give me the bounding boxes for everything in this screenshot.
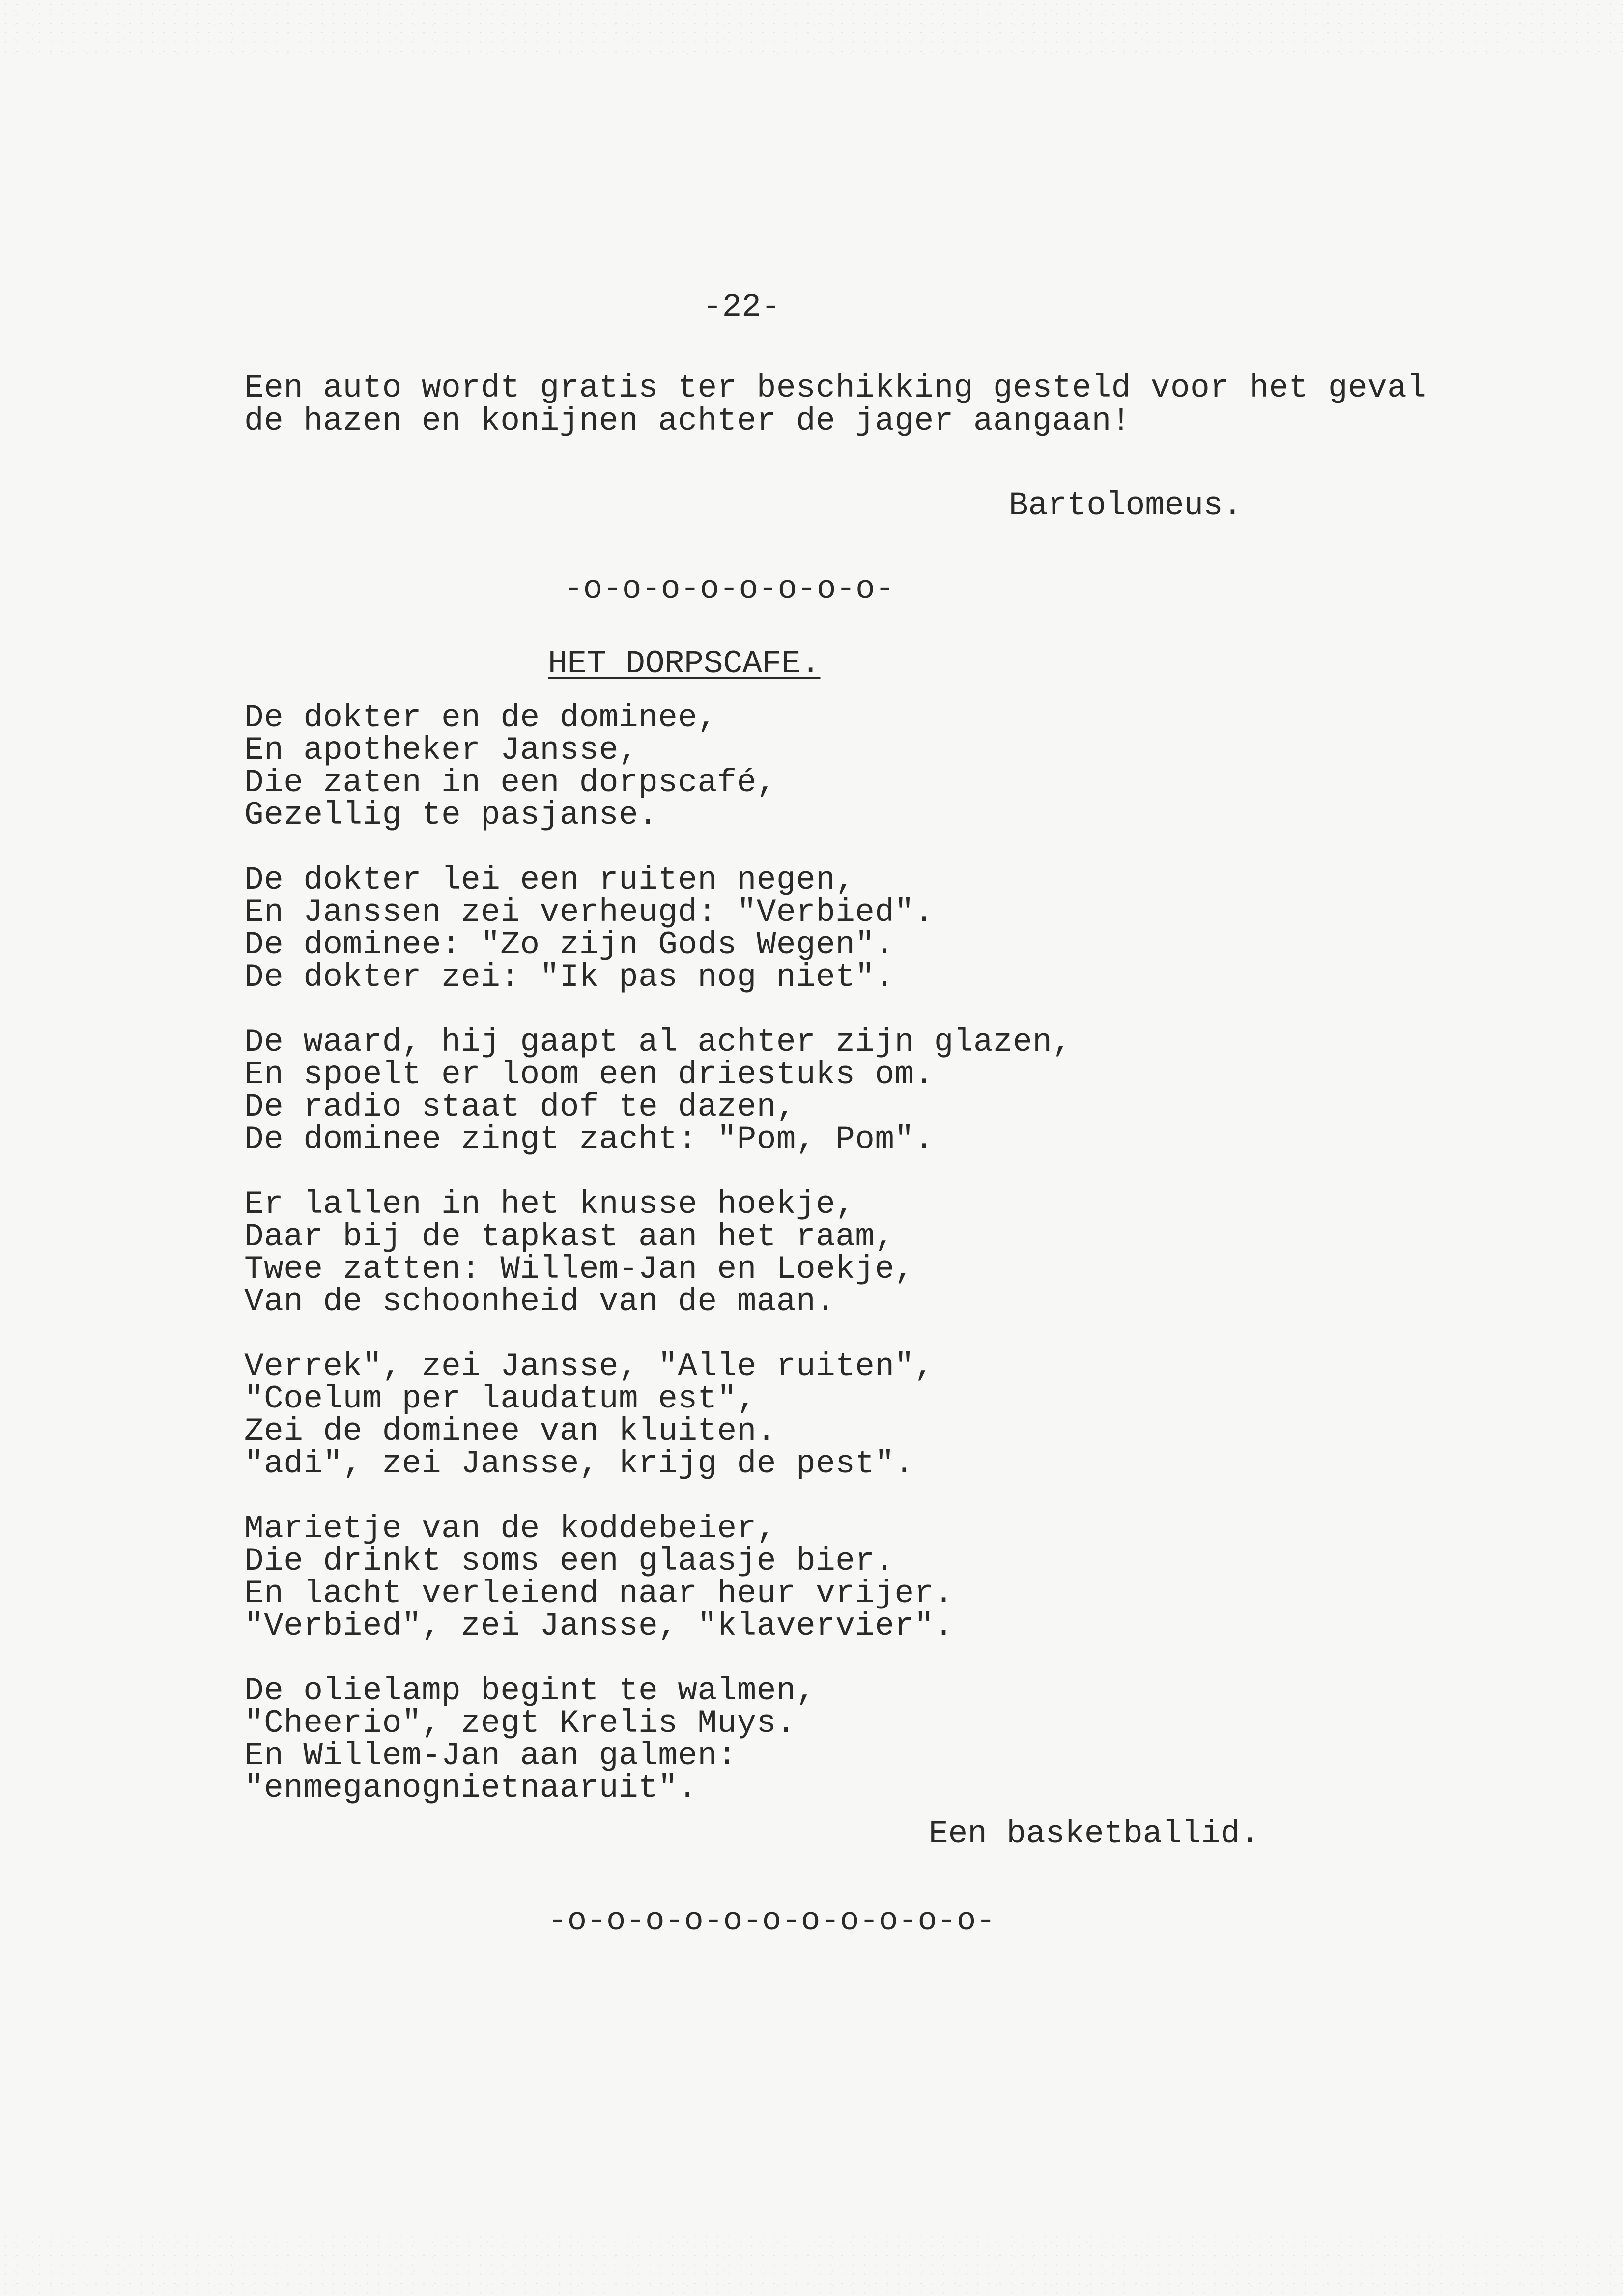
poem-line: Die drinkt soms een glaasje bier. [244,1543,895,1579]
signature-bartolomeus: Bartolomeus. [1009,487,1243,524]
poem-line: En lacht verleiend naar heur vrijer. [244,1575,954,1612]
intro-line-1: Een auto wordt gratis ter beschikking gesteld voor het geval [244,370,1427,406]
poem-line: "Verbied", zei Jansse, "klavervier". [244,1607,954,1644]
poem-line: En spoelt er loom een driestuks om. [244,1056,934,1093]
poem-line: De dokter en de dominee, [244,699,717,736]
separator-2: -o-o-o-o-o-o-o-o-o-o-o- [548,1902,996,1939]
intro-line-2: de hazen en konijnen achter de jager aangaan! [244,402,1131,439]
poem-line: Die zaten in een dorpscafé, [244,764,776,801]
poem-title: HET DORPSCAFE. [548,645,821,682]
poem-line: "enmeganognietnaaruit". [244,1770,698,1807]
poem-line: Twee zatten: Willem-Jan en Loekje, [244,1251,914,1288]
poem-line: Marietje van de koddebeier, [244,1510,776,1547]
poem-line: Er lallen in het knusse hoekje, [244,1186,855,1223]
poem-line: De dominee: "Zo zijn Gods Wegen". [244,926,895,963]
poem-line: "Coelum per laudatum est", [244,1380,757,1417]
poem-line: Van de schoonheid van de maan. [244,1283,836,1320]
poem-line: En Willem-Jan aan galmen: [244,1737,737,1774]
signature-basketballid: Een basketballid. [929,1815,1260,1852]
poem-line: De dokter zei: "Ik pas nog niet". [244,959,895,996]
scan-noise-top [0,0,1623,59]
poem-line: De olielamp begint te walmen, [244,1672,816,1709]
page-number: -22- [703,288,781,325]
poem-line: De dominee zingt zacht: "Pom, Pom". [244,1121,934,1158]
scan-noise-bottom [0,2232,1623,2296]
poem-line: Verrek", zei Jansse, "Alle ruiten", [244,1348,934,1385]
poem-line: De radio staat dof te dazen, [244,1089,796,1125]
poem-line: Gezellig te pasjanse. [244,797,658,833]
poem-line: En Janssen zei verheugd: "Verbied". [244,894,934,931]
poem-line: "Cheerio", zegt Krelis Muys. [244,1705,796,1742]
poem-line: De dokter lei een ruiten negen, [244,861,855,898]
poem-line: Daar bij de tapkast aan het raam, [244,1218,895,1255]
poem-line: De waard, hij gaapt al achter zijn glazen, [244,1024,1072,1061]
separator-1: -o-o-o-o-o-o-o-o- [564,571,895,607]
poem-line: En apotheker Jansse, [244,732,639,769]
poem-line: "adi", zei Jansse, krijg de pest". [244,1445,914,1482]
poem-line: Zei de dominee van kluiten. [244,1413,776,1450]
